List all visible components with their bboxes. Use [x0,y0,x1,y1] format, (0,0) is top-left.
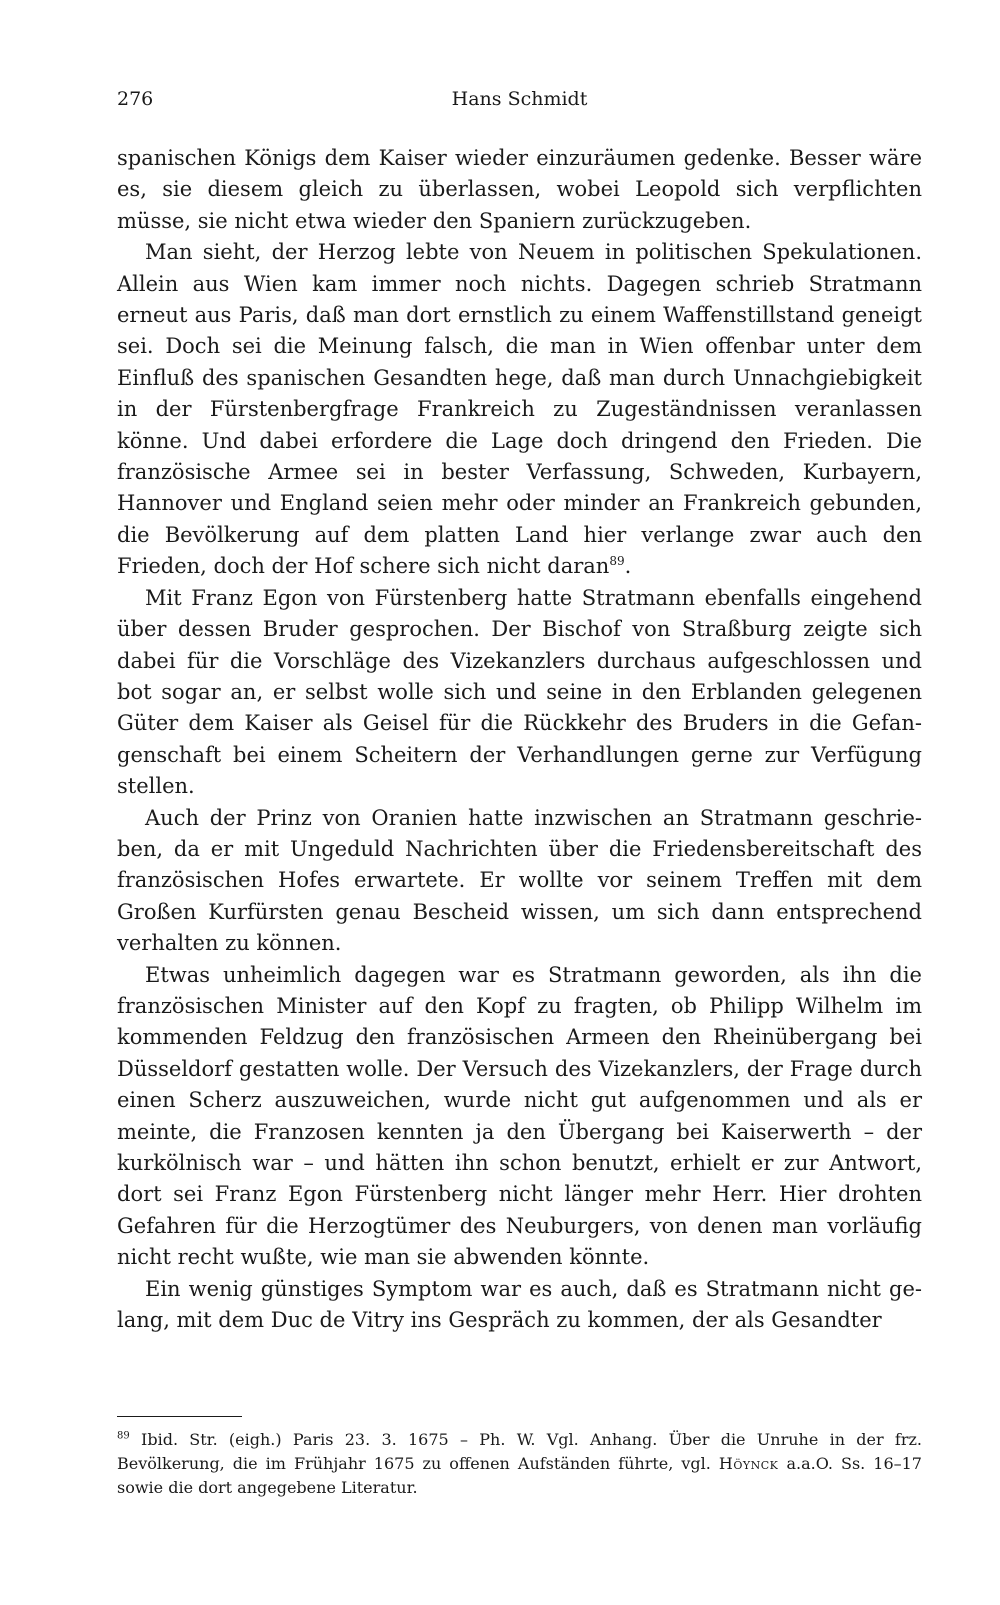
body-text [117,143,922,1336]
footnote-reference: 89 [609,554,625,569]
paragraph [117,960,922,1274]
footnote [117,1428,922,1500]
page-number: 276 [117,88,154,110]
paragraph-text: Etwas unheimlich dagegen war es Stratmann geworden, als ihn die französischen Minister auf den Kopf zu fragten, ob Philipp Wilhelm im kommenden Feldzug den französischen Armeen den Rheinübergang bei Düsseldorf gestatten wolle. Der Versuch des Vizekanzlers, der Frage durch einen Scherz auszuweichen, wurde nicht gut aufgenommen und als er meinte, die Franzosen kennten ja den Übergang bei Kaiserwerth – der kurkölnisch war – und hätten ihn schon benutzt, erhielt er zur Antwort, dort sei Franz Egon Fürstenberg nicht länger mehr Herr. Hier drohten Gefahren für die Herzogtümer des Neuburgers, von denen man vorläufig nicht recht wußte, wie man sie abwenden könnte. [117,962,922,1270]
running-head: Hans Schmidt [451,88,588,110]
paragraph-text: Mit Franz Egon von Fürstenberg hatte Stratmann ebenfalls eingehend über dessen Bruder gesprochen. Der Bischof von Straßburg zeigte sich dabei für die Vorschläge des Vizekanzlers durchaus aufgeschlossen und bot sogar an, er selbst wolle sich und seine in den Erblanden gelegenen Güter dem Kaiser als Geisel für die Rückkehr des Bruders in die Gefangenschaft bei einem Scheitern der Verhandlungen gerne zur Verfügung stellen. [117,585,922,799]
footnote-author: Höynck [718,1454,779,1473]
paragraph-text: Man sieht, der Herzog lebte von Neuem in politischen Spekulationen. Allein aus Wien kam immer noch nichts. Dagegen schrieb Stratmann erneut aus Paris, daß man dort ernstlich zu einem Waffenstillstand geneigt sei. Doch sei die Meinung falsch, die man in Wien offenbar unter dem Einfluß des spanischen Gesandten hege, daß man durch Unnachgiebigkeit in der Fürstenbergfrage Frankreich zu Zugeständnissen veranlassen könne. Und dabei erfordere die Lage doch dringend den Frieden. Die französische Armee sei in bester Verfassung, Schweden, Kurbayern, Hannover und England seien mehr oder minder an Frankreich gebunden, die Bevölkerung auf dem platten Land hier verlange zwar auch den Frieden, doch der Hof schere sich nicht daran [117,240,922,579]
paragraph-text: Auch der Prinz von Oranien hatte inzwischen an Stratmann geschrieben, da er mit Ungeduld Nachrichten über die Friedensbereitschaft des französischen Hofes erwartete. Er wollte vor seinem Treffen mit dem Großen Kurfürsten genau Bescheid wissen, um sich dann entsprechend verhalten zu können. [117,805,922,956]
paragraph-text: spanischen Königs dem Kaiser wieder einzuräumen gedenke. Besser wäre es, sie diesem gleich zu überlassen, wobei Leopold sich verpflichten müsse, sie nicht etwa wieder den Spaniern zurückzugeben. [117,146,922,233]
paragraph [117,583,922,803]
paragraph [117,1274,922,1337]
paragraph-continuation [117,143,922,237]
paragraph-text: Ein wenig günstiges Symptom war es auch, daß es Stratmann nicht gelang, mit dem Duc de Vitry ins Gespräch zu kommen, der als Gesandter [117,1276,922,1333]
footnote-divider [117,1416,242,1417]
page-header [117,88,922,118]
footnote-marker: 89 [117,1430,130,1442]
paragraph [117,803,922,960]
paragraph [117,237,922,582]
footnote-tail: a.a.O. Ss. 16–17 sowie die dort angegebene Literatur. [117,1454,922,1497]
footnote-text: Ibid. Str. (eigh.) Paris 23. 3. 1675 – Ph. W. Vgl. Anhang. Über die Unruhe in der frz. Bevölkerung, die im Frühjahr 1675 zu offenen Aufständen führte, vgl. [117,1430,923,1473]
paragraph-tail: . [624,554,632,579]
